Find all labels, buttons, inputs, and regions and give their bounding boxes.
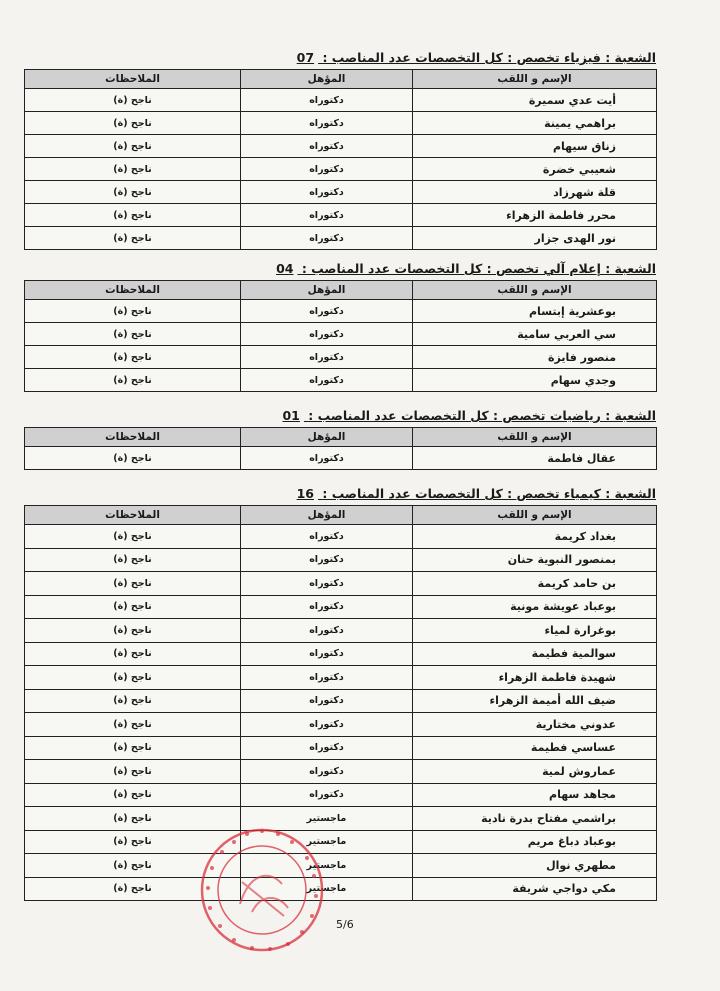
cell-degree: دكتوراه	[241, 323, 413, 346]
cell-note: ناجح (ة)	[25, 713, 241, 737]
table-header-row	[25, 506, 657, 525]
header-degree: المؤهل	[241, 281, 413, 300]
table-row	[25, 227, 657, 250]
cell-name: منصور فايزة	[413, 346, 657, 369]
cell-degree: دكتوراه	[241, 548, 413, 572]
cell-name: عقال فاطمة	[413, 447, 657, 470]
cell-note: ناجح (ة)	[25, 447, 241, 470]
table-row	[25, 89, 657, 112]
cell-note: ناجح (ة)	[25, 619, 241, 643]
cell-name: زناق سيهام	[413, 135, 657, 158]
table-row	[25, 323, 657, 346]
table-row	[25, 447, 657, 470]
table-row	[25, 158, 657, 181]
cell-name: عماروش لمية	[413, 760, 657, 784]
cell-degree: دكتوراه	[241, 736, 413, 760]
section-mathematics	[24, 408, 656, 470]
header-degree: المؤهل	[241, 428, 413, 447]
header-degree: المؤهل	[241, 70, 413, 89]
cell-note: ناجح (ة)	[25, 369, 241, 392]
cell-degree: دكتوراه	[241, 204, 413, 227]
cell-degree: دكتوراه	[241, 89, 413, 112]
section-count: 01	[282, 408, 300, 423]
section-title-text: الشعبة : فيزياء تخصص : كل التخصصات عدد المناصب :	[322, 50, 656, 65]
cell-degree: دكتوراه	[241, 619, 413, 643]
cell-note: ناجح (ة)	[25, 181, 241, 204]
table-header-row	[25, 70, 657, 89]
cell-name: قلة شهرزاد	[413, 181, 657, 204]
cell-degree: دكتوراه	[241, 572, 413, 596]
cell-note: ناجح (ة)	[25, 689, 241, 713]
cell-name: محرر فاطمة الزهراء	[413, 204, 657, 227]
header-notes: الملاحظات	[25, 281, 241, 300]
cell-note: ناجح (ة)	[25, 204, 241, 227]
cell-name: سي العربي سامية	[413, 323, 657, 346]
cell-name: براشمي مفتاح بدرة نادية	[413, 807, 657, 831]
table-row	[25, 595, 657, 619]
cell-note: ناجح (ة)	[25, 760, 241, 784]
cell-degree: دكتوراه	[241, 689, 413, 713]
table-row	[25, 548, 657, 572]
cell-name: ضيف الله أميمة الزهراء	[413, 689, 657, 713]
cell-name: مجاهد سهام	[413, 783, 657, 807]
header-name: الإسم و اللقب	[413, 506, 657, 525]
cell-note: ناجح (ة)	[25, 877, 241, 901]
section-title-text: الشعبة : رياضيات تخصص : كل التخصصات عدد المناصب :	[308, 408, 656, 423]
cell-degree: دكتوراه	[241, 447, 413, 470]
cell-name: أيت عدي سميرة	[413, 89, 657, 112]
header-name: الإسم و اللقب	[413, 70, 657, 89]
cell-name: شعيبي خضرة	[413, 158, 657, 181]
cell-name: بوعباد عويشة مونية	[413, 595, 657, 619]
section-count: 07	[296, 50, 315, 65]
cell-name: مطهري نوال	[413, 854, 657, 878]
header-name: الإسم و اللقب	[413, 428, 657, 447]
cell-note: ناجح (ة)	[25, 830, 241, 854]
section-computer-science	[24, 261, 656, 392]
table-row	[25, 877, 657, 901]
cell-note: ناجح (ة)	[25, 572, 241, 596]
cell-name: سوالمية فطيمة	[413, 642, 657, 666]
table-row	[25, 642, 657, 666]
results-table	[24, 427, 657, 470]
cell-note: ناجح (ة)	[25, 548, 241, 572]
table-row	[25, 689, 657, 713]
cell-degree: دكتوراه	[241, 642, 413, 666]
table-row	[25, 760, 657, 784]
cell-name: بن حامد كريمة	[413, 572, 657, 596]
cell-degree: دكتوراه	[241, 181, 413, 204]
cell-note: ناجح (ة)	[25, 736, 241, 760]
table-row	[25, 807, 657, 831]
cell-degree: دكتوراه	[241, 369, 413, 392]
cell-note: ناجح (ة)	[25, 346, 241, 369]
table-row	[25, 369, 657, 392]
cell-degree: ماجستير	[241, 830, 413, 854]
cell-name: بغداد كريمة	[413, 525, 657, 549]
cell-note: ناجح (ة)	[25, 135, 241, 158]
table-row	[25, 181, 657, 204]
cell-degree: دكتوراه	[241, 346, 413, 369]
official-stamp	[192, 812, 327, 962]
table-row	[25, 525, 657, 549]
cell-degree: دكتوراه	[241, 666, 413, 690]
cell-name: بوعباد دباغ مريم	[413, 830, 657, 854]
cell-note: ناجح (ة)	[25, 525, 241, 549]
section-title-text: الشعبة : كيمياء تخصص : كل التخصصات عدد المناصب :	[322, 486, 656, 501]
section-title-text: الشعبة : إعلام آلي تخصص : كل التخصصات عدد المناصب :	[301, 261, 656, 276]
cell-degree: دكتوراه	[241, 135, 413, 158]
table-row	[25, 135, 657, 158]
cell-name: بوعشرية إبتسام	[413, 300, 657, 323]
cell-degree: دكتوراه	[241, 300, 413, 323]
section-count: 04	[276, 261, 294, 276]
cell-degree: ماجستير	[241, 854, 413, 878]
cell-note: ناجح (ة)	[25, 854, 241, 878]
cell-note: ناجح (ة)	[25, 227, 241, 250]
cell-name: عساسي فطيمة	[413, 736, 657, 760]
results-table	[24, 69, 657, 250]
cell-note: ناجح (ة)	[25, 158, 241, 181]
cell-name: بمنصور النبوية حنان	[413, 548, 657, 572]
cell-name: شهيدة فاطمة الزهراء	[413, 666, 657, 690]
cell-degree: دكتوراه	[241, 525, 413, 549]
table-row	[25, 854, 657, 878]
header-notes: الملاحظات	[25, 428, 241, 447]
cell-note: ناجح (ة)	[25, 783, 241, 807]
cell-note: ناجح (ة)	[25, 666, 241, 690]
section-title	[24, 261, 656, 277]
cell-degree: دكتوراه	[241, 713, 413, 737]
table-row	[25, 736, 657, 760]
cell-degree: دكتوراه	[241, 783, 413, 807]
results-table	[24, 280, 657, 392]
section-title	[24, 408, 656, 424]
table-header-row	[25, 281, 657, 300]
table-row	[25, 666, 657, 690]
header-notes: الملاحظات	[25, 70, 241, 89]
table-row	[25, 830, 657, 854]
results-table	[24, 505, 657, 901]
section-chemistry	[24, 486, 656, 901]
cell-degree: دكتوراه	[241, 595, 413, 619]
header-degree: المؤهل	[241, 506, 413, 525]
table-header-row	[25, 428, 657, 447]
cell-name: مكي دواجي شريفة	[413, 877, 657, 901]
cell-degree: دكتوراه	[241, 112, 413, 135]
cell-degree: ماجستير	[241, 807, 413, 831]
cell-name: بوغرارة لمياء	[413, 619, 657, 643]
cell-degree: دكتوراه	[241, 227, 413, 250]
cell-degree: ماجستير	[241, 877, 413, 901]
cell-name: براهمي يمينة	[413, 112, 657, 135]
cell-note: ناجح (ة)	[25, 89, 241, 112]
section-title	[24, 50, 656, 66]
table-row	[25, 346, 657, 369]
cell-note: ناجح (ة)	[25, 595, 241, 619]
table-row	[25, 572, 657, 596]
cell-note: ناجح (ة)	[25, 807, 241, 831]
cell-degree: دكتوراه	[241, 158, 413, 181]
table-row	[25, 300, 657, 323]
table-row	[25, 204, 657, 227]
cell-degree: دكتوراه	[241, 760, 413, 784]
cell-note: ناجح (ة)	[25, 300, 241, 323]
cell-note: ناجح (ة)	[25, 323, 241, 346]
cell-name: وجدي سهام	[413, 369, 657, 392]
cell-name: عدوني مختارية	[413, 713, 657, 737]
table-row	[25, 112, 657, 135]
section-count: 16	[296, 486, 314, 501]
page-number: 5/6	[336, 918, 354, 931]
cell-name: نور الهدى جزار	[413, 227, 657, 250]
table-row	[25, 713, 657, 737]
cell-note: ناجح (ة)	[25, 642, 241, 666]
table-row	[25, 783, 657, 807]
table-row	[25, 619, 657, 643]
section-physics	[24, 50, 656, 250]
header-notes: الملاحظات	[25, 506, 241, 525]
header-name: الإسم و اللقب	[413, 281, 657, 300]
cell-note: ناجح (ة)	[25, 112, 241, 135]
section-title	[24, 486, 656, 502]
